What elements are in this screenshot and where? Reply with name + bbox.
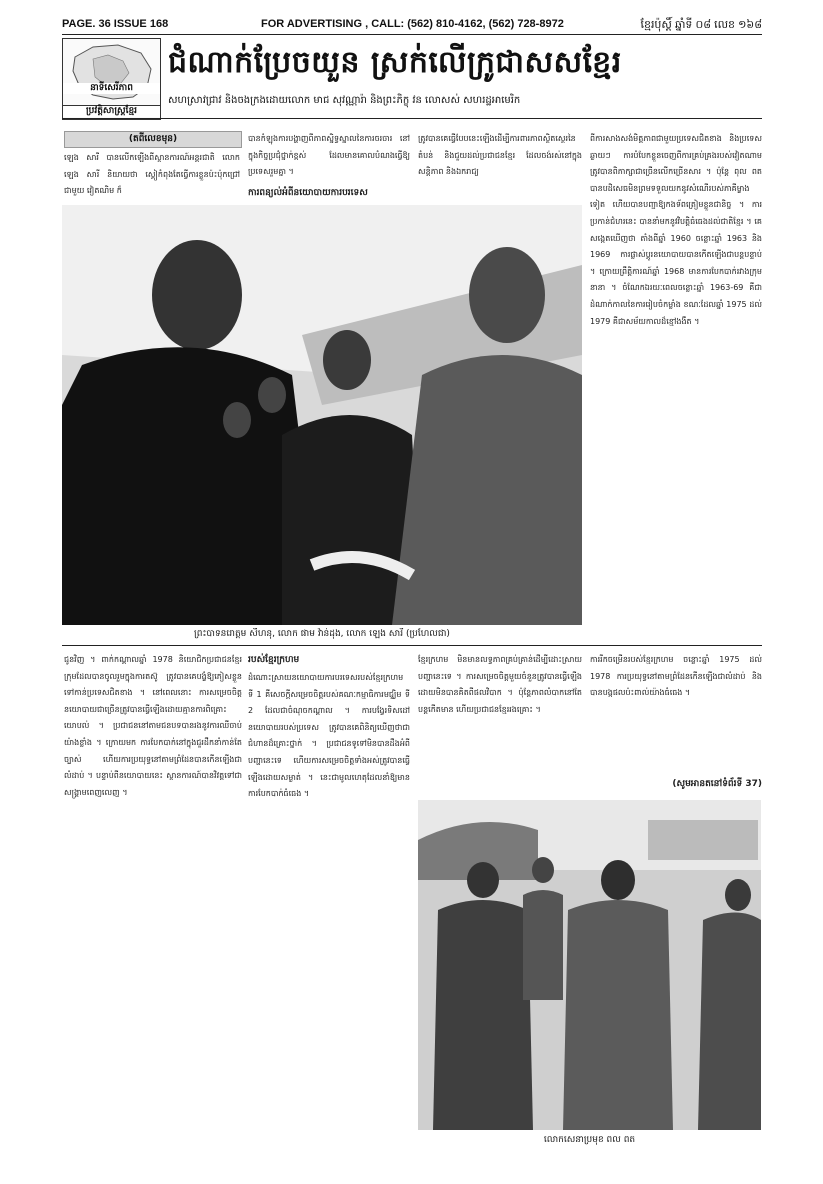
historical-photo-handshake	[62, 205, 582, 625]
column-2-top: បានកំឡុងការបង្ហាញពីភាពស្និទ្ធស្នាលនៃការចរចារ នៅក្នុងកិច្ចប្រជុំថ្នាក់ខ្ពស់ ដែលមានគោលបំណងធ្វើឱ្យប្រទេសរួមគ្នា ។	[248, 134, 410, 177]
continued-on-page: (សូមអានតនៅទំព័រទី 37)	[672, 779, 762, 789]
page-issue-label: PAGE. 36 ISSUE 168	[62, 18, 169, 30]
article-byline: សហស្រាវជ្រាវ និងចងក្រងដោយលោក មាជ សុវណ្ណារ៉ា និងព្រះភិក្ខុ វន លោសស់ សហរដ្ឋអាមេរិក	[168, 95, 521, 106]
column-2-bottom: ដំណោះស្រាយនយោបាយការបរទេសរបស់ខ្មែរក្រហម ទី 1 គឺសេចក្ដីសម្រេចចិត្តរបស់គណៈកម្មាធិការមជ្ឈិម ទី 2 ដែលជាចំណុចកណ្ដាល ។ ការបង្វែរទិសដៅនយោបាយរបស់ប្រទេស ត្រូវបានគេពិនិត្យឃើញថាជាជំហានដ៏គ្រោះថ្នាក់ ។ ប្រជាជនទូទៅមិនបានដឹងអំពីបញ្ហានេះទេ ហើយការសម្រេចចិត្តទាំងអស់ត្រូវបានធ្វើឡើងដោយសម្ងាត់ ។ នេះជាមូលហេតុដែលនាំឱ្យមានការបែកបាក់ធំធេង ។	[248, 673, 410, 799]
photo-handshake-graphic	[62, 205, 582, 625]
photo-rule	[62, 645, 762, 646]
advertising-line: FOR ADVERTISING , CALL: (562) 810-4162, (562) 728-8972	[261, 18, 564, 30]
photo1-caption: ព្រះបាទនរោត្តម សីហនុ, លោក ផាម វ៉ាន់ដុង, លោក ឡេង សារី (ប្រហែលជា)	[194, 629, 450, 639]
historical-photo-soldiers	[418, 800, 761, 1130]
column-1-bottom: ជូនវិញ ។ ពាក់កណ្ដាលឆ្នាំ 1978 និយោជិកប្រជាជនខ្មែរ ក្រុមដែលបានចូលរួមក្នុងការតស៊ូ ត្រូវបានគេបង្ខំឱ្យភៀសខ្លួនទៅកាន់ប្រទេសជិតខាង ។ នៅពេលនោះ ការសម្រេចចិត្តនយោបាយជាច្រើនត្រូវបានធ្វើឡើងដោយគ្មានការពិគ្រោះយោបល់ ។ ប្រជាជននៅតាមជនបទបានរងនូវការឈឺចាប់យ៉ាងខ្លាំង ។ ក្រោយមក ការបែកបាក់នៅក្នុងជួរដឹកនាំកាន់តែច្បាស់ ហើយការប្រយុទ្ធនៅតាមព្រំដែនបានកើនឡើងជាលំដាប់ ។ បន្ទាប់ពីនយោបាយនេះ ស្ថានការណ៍បានវិវត្តទៅជាសង្គ្រាមពេញលេញ ។	[64, 655, 242, 797]
column-4-bottom: ការរីកចម្រើនរបស់ខ្មែរក្រហម ចន្លោះឆ្នាំ 1975 ដល់ 1978 ការប្រយុទ្ធនៅតាមព្រំដែនកើនឡើងជាលំដាប់ និងបានបង្កផលប៉ះពាល់យ៉ាងធំធេង ។	[590, 655, 762, 698]
page-header	[62, 18, 762, 34]
column-1-top: ឡេង សារី បានលើកឡើងពីស្ថានការណ៍អន្តរជាតិ លោក ឡេង សារី និយាយថា ស្ដៀកំពុងតែធ្វើការខ្លួនប៉ះប៉ុកជ្រៅជាមួយ វៀតណិម ក៏	[64, 153, 240, 196]
khmer-issue-label: ខ្មែរប៉ុស្តិ៍ ឆ្នាំទី ០៨ លេខ ១៦៨	[640, 19, 762, 31]
continued-tag: (តពីលេខមុន)	[64, 131, 242, 148]
column-3-bottom: ខ្មែរក្រហម មិនមានលទ្ធភាពគ្រប់គ្រាន់ដើម្បីដោះស្រាយបញ្ហានេះទេ ។ ការសម្រេចចិត្តមួយចំនួនត្រូវបានធ្វើឡើងដោយមិនបានគិតពីផលវិបាក ។ ប៉ុន្តែភាពលំបាកនៅតែបន្តកើតមាន ហើយប្រជាជនខ្មែររងគ្រោះ ។	[418, 655, 582, 714]
article-headline: ជំណាក់ប្រែចយួន ស្រក់លើក្រូជាសសខ្មែរ	[168, 45, 622, 80]
photo-soldiers-graphic	[418, 800, 761, 1130]
headline-rule	[62, 118, 762, 119]
photo2-caption: លោកសេនាប្រមុខ ពល ពត	[543, 1135, 636, 1145]
header-rule	[62, 34, 762, 35]
section-logo	[62, 38, 161, 120]
logo-bottom-text: ប្រវត្តិសាស្ត្រខ្មែរ	[63, 105, 160, 117]
subheading-top: ការពន្យល់អំពីនយោបាយការបរទេស	[248, 188, 368, 198]
column-4-text: ពីការសាងសង់មិត្តភាពជាមួយប្រទេសជិតខាង និងប្រទេសឆ្ងាយៗ ការបំបែកខ្លួនចេញពីការគ្រប់គ្រងរបស់វៀតណាម ត្រូវបានពិភាក្សាជាច្រើនលើកច្រើនសារ ។ ប៉ុន្តែ ពុល ពត បានបដិសេធមិនព្រមទទួលយកនូវសំណើរបស់ភាគីម្ខាងទៀត ហើយបានបញ្ជាឱ្យកងទ័ពត្រៀមខ្លួនជានិច្ច ។ ការប្រកាន់ជំហរនេះ បាននាំមកនូវវិបត្តិធំធេងដល់ជាតិខ្មែរ ។ គេសង្កេតឃើញថា តាំងពីឆ្នាំ 1960 ចន្លោះឆ្នាំ 1963 និង 1969 ការផ្លាស់ប្ដូរនយោបាយបានកើតឡើងជាបន្តបន្ទាប់ ។ ក្រោយព្រឹត្តិការណ៍ឆ្នាំ 1968 មានការបែកបាក់រវាងក្រុមនានា ។ ចំណែកឯរយៈពេលចន្លោះឆ្នាំ 1963-69 គឺជាដំណាក់កាលនៃការរៀបចំកម្លាំង ខណៈដែលឆ្នាំ 1975 ដល់ 1979 គឺជាសម័យកាលដ៏ខ្មៅងងឹត ។	[590, 134, 762, 326]
subheading-bottom: របស់ខ្មែរក្រហម	[248, 655, 300, 665]
column-3-top: ត្រូវបានគេធ្វើបែបនេះឡើងដើម្បីការពារភាពស្ថិតស្ថេរនៃតំបន់ និងជួយដល់ប្រជាជនខ្មែរ ដែលចង់រស់នៅក្នុងសន្តិភាព និងឯករាជ្យ	[418, 134, 582, 177]
logo-top-text: នាទីសេរីភាព	[63, 83, 160, 94]
